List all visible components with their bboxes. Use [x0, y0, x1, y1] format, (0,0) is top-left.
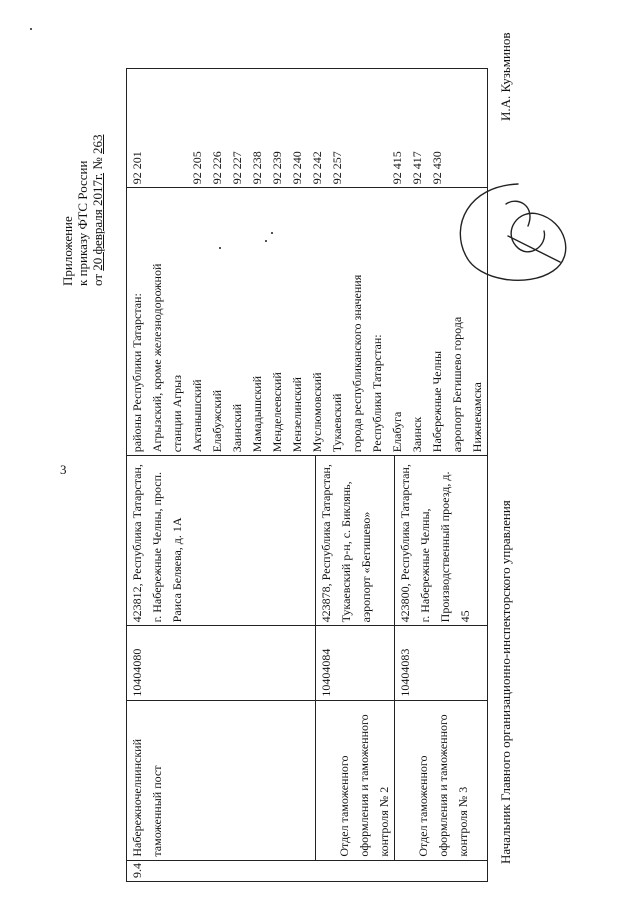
list-item: районы Республики Татарстан: [130, 293, 144, 453]
list-item: Мамадышский [250, 375, 264, 453]
appendix-header [60, 135, 105, 286]
customs-table-grid [126, 68, 488, 882]
list-item: Республики Татарстан: [370, 334, 384, 453]
appendix-date-line [90, 135, 105, 286]
post-code: 10404080 [127, 626, 316, 700]
department-code: 10404084 [316, 626, 395, 700]
list-item: станции Агрыз [170, 375, 184, 453]
post-name: Набережночелнинский таможенный пост [127, 700, 316, 860]
list-item: Нижнекамска [470, 382, 484, 453]
department-name: Отдел таможенного оформления и таможенного контроля № 3 [395, 700, 488, 860]
list-item: 92 205 [190, 151, 204, 185]
list-item: 92 430 [430, 151, 444, 185]
list-item: 92 226 [210, 151, 224, 185]
list-item: 92 227 [230, 151, 244, 185]
department-address: 423800, Республика Татарстан, г. Набережные Челны, Производственный проезд, д. 45 [395, 456, 488, 626]
order-number: 263 [90, 134, 105, 155]
page-number: 3 [60, 462, 67, 477]
department-name: Отдел таможенного оформления и таможенного контроля № 2 [316, 700, 395, 860]
list-item: Елабужский [210, 389, 224, 453]
list-item: Агрызский, кроме железнодорожной [150, 263, 164, 453]
list-item [147, 72, 167, 184]
date-day: 20 [90, 257, 105, 271]
list-item [367, 72, 387, 184]
list-item: Заинский [230, 404, 244, 453]
list-item: 92 417 [410, 151, 424, 185]
list-item: 92 201 [130, 151, 144, 185]
date-year: 2017г. [90, 172, 105, 207]
post-address: 423812, Республика Татарстан, г. Набережные Челны, просп. Раиса Беляева, д. 1А [127, 456, 316, 626]
list-item [167, 72, 187, 184]
list-item: 92 242 [310, 151, 324, 185]
list-item: Муслюмовский [310, 372, 324, 453]
signatory-name: И.А. Кузьминов [498, 32, 513, 121]
date-prefix: от [90, 273, 105, 286]
list-item: 92 238 [250, 151, 264, 185]
list-item: Менделеевский [270, 372, 284, 453]
order-number-label: № [90, 157, 105, 170]
list-item: Актанышский [190, 379, 204, 453]
list-item: города республиканского значения [350, 274, 364, 453]
list-item: 92 240 [290, 151, 304, 185]
department-address: 423878, Республика Татарстан, Тукаевский р-н, с. Биклянь, аэропорт «Бегишево» [316, 456, 395, 626]
okato-codes [127, 69, 488, 188]
regions-list [127, 188, 488, 456]
row-number: 9.4 [127, 860, 488, 881]
appendix-order-ref: к приказу ФТС России [75, 160, 90, 286]
signature-icon [448, 176, 588, 296]
department-code: 10404083 [395, 626, 488, 700]
list-item [347, 72, 367, 184]
list-item: 92 415 [390, 151, 404, 185]
list-item: Заинск [410, 416, 424, 453]
list-item: Елабуга [390, 411, 404, 453]
list-item: 92 257 [330, 151, 344, 185]
appendix-title: Приложение [60, 216, 75, 286]
list-item: Тукаевский [330, 393, 344, 453]
list-item: Мензелинский [290, 377, 304, 453]
table-row [127, 69, 316, 882]
list-item: аэропорт Бегишево города [450, 316, 464, 453]
list-item: 92 239 [270, 151, 284, 185]
date-month: февраля [90, 209, 105, 255]
customs-table [126, 68, 484, 882]
list-item: Набережные Челны [430, 350, 444, 453]
signatory-position: Начальник Главного организационно-инспекторского управления [498, 500, 513, 864]
